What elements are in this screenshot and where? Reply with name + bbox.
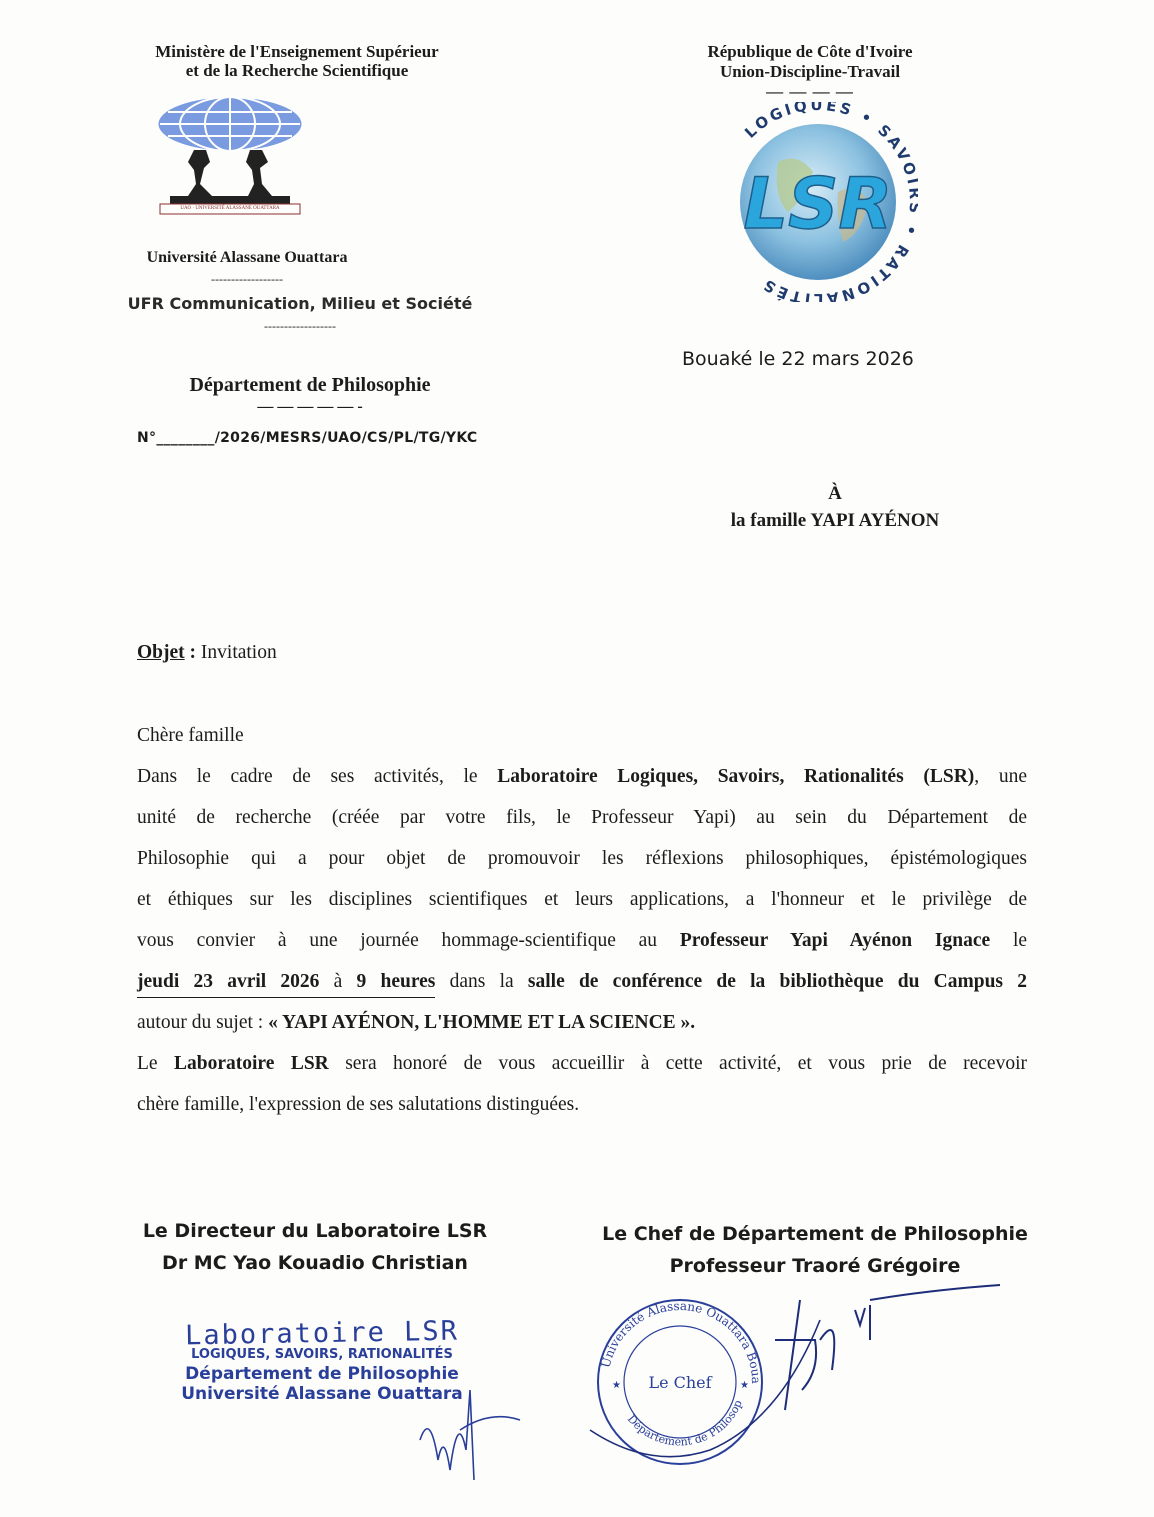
lab-short-bold: Laboratoire LSR (174, 1053, 329, 1074)
body-line-7 (137, 1002, 1027, 1043)
text-run: autour du sujet : (137, 1012, 269, 1033)
republic-divider: — — — — (766, 82, 854, 101)
body-line-4: et éthiques sur les disciplines scientifiques et leurs applications, a l'honneur et le privilège de (137, 889, 1027, 910)
body-line-6 (137, 961, 1027, 1002)
university-logo (150, 92, 310, 220)
stamp-center: Le Chef (648, 1373, 712, 1392)
republic-motto: Union-Discipline-Travail (719, 62, 901, 81)
logo-caption: UAO · UNIVERSITÉ ALASSANE OUATTARA (180, 206, 280, 211)
lab-stamp-line1: Laboratoire LSR (184, 1315, 460, 1352)
department-name: Département de Philosophie (189, 374, 431, 396)
letter-body (137, 756, 1027, 1125)
body-line-1 (137, 756, 1027, 797)
body-line-3: Philosophie qui a pour objet de promouvoir les réflexions philosophiques, épistémologiques (137, 848, 1027, 869)
right-signatory-name: Professeur Traoré Grégoire (669, 1255, 961, 1277)
left-signatory (115, 1215, 515, 1279)
body-line-5 (137, 920, 1027, 961)
lab-name-bold: Laboratoire Logiques, Savoirs, Rationalités (LSR) (497, 766, 975, 787)
date-underline (137, 997, 435, 998)
subject-value: Invitation (200, 642, 277, 663)
ministry-header (112, 42, 482, 80)
event-date-bold: jeudi 23 avril 2026 (137, 971, 320, 992)
globe-atlas-icon (150, 92, 310, 220)
left-signatory-name: Dr MC Yao Kouadio Christian (162, 1252, 468, 1274)
university-name: Université Alassane Ouattara (146, 249, 348, 266)
divider-3: — — — — — - (257, 398, 363, 415)
letter-salutation: Chère famille (137, 725, 244, 746)
ufr-name: UFR Communication, Milieu et Société (127, 294, 473, 313)
text-run: le (990, 930, 1028, 951)
lab-stamp-line3: Département de Philosophie (185, 1364, 459, 1384)
right-signatory (585, 1218, 1045, 1282)
text-run: dans la (435, 971, 528, 992)
lab-stamp-line4: Université Alassane Ouattara (181, 1384, 463, 1404)
reference-number: N°________/2026/MESRS/UAO/CS/PL/TG/YKC (137, 430, 478, 446)
ministry-line2: et de la Recherche Scientifique (185, 61, 409, 80)
text-run: sera honoré de vous accueillir à cette activité, et vous prie de recevoir (328, 1053, 1027, 1074)
lsr-globe-icon (718, 102, 918, 302)
text-run: à (319, 971, 357, 992)
subject-line (137, 642, 277, 664)
place-date: Bouaké le 22 mars 2026 (682, 348, 914, 370)
republic-header (650, 42, 970, 102)
recipient-prefix: À (828, 483, 842, 504)
event-time-bold: 9 heures (356, 971, 436, 992)
recipient-name: la famille YAPI AYÉNON (730, 510, 940, 531)
stamp-star-icon: ★ (740, 1380, 749, 1391)
lsr-ring-text: LOGIQUES • SAV RATIONALITÉS (741, 102, 915, 302)
divider-2: ------------------ (264, 319, 336, 333)
recipient-block (690, 480, 980, 534)
ministry-line1: Ministère de l'Enseignement Supérieur (155, 42, 439, 61)
stamp-ring-bottom: Département de Philosop (624, 1398, 745, 1449)
republic-name: République de Côte d'Ivoire (707, 42, 913, 61)
subject-separator: : (184, 642, 201, 663)
body-line-8 (137, 1043, 1027, 1084)
body-line-9: chère famille, l'expression de ses salutations distinguées. (137, 1094, 580, 1115)
body-line-2: unité de recherche (créée par votre fils, le Professeur Yapi) au sein du Département de (137, 807, 1027, 828)
lab-stamp-line2: LOGIQUES, SAVOIRS, RATIONALITÉS (191, 1347, 453, 1362)
text-run: Dans le cadre de ses activités, le (137, 766, 498, 787)
event-venue-bold: salle de conférence de la bibliothèque du Campus 2 (527, 971, 1027, 992)
text-run: Le (137, 1053, 175, 1074)
text-run: vous convier à une journée hommage-scientifique au (137, 930, 680, 951)
event-topic-bold: « YAPI AYÉNON, L'HOMME ET LA SCIENCE ». (268, 1012, 696, 1033)
divider-1: ------------------ (211, 272, 283, 286)
stamp-ring-top: Université Alassane Ouattara Boua (598, 1298, 764, 1385)
text-run: , une (974, 766, 1027, 787)
left-signatory-title: Le Directeur du Laboratoire LSR (142, 1220, 488, 1242)
subject-label: Objet (137, 642, 185, 663)
left-signature-scribble (400, 1370, 530, 1490)
right-signatory-title: Le Chef de Département de Philosophie (602, 1223, 1028, 1245)
lsr-logo (718, 102, 918, 302)
lsr-letters: LSR (743, 163, 893, 245)
stamp-star-icon: ★ (612, 1380, 621, 1391)
right-signature-scribble (570, 1280, 1010, 1480)
honoree-name-bold: Professeur Yapi Ayénon Ignace (679, 930, 991, 951)
